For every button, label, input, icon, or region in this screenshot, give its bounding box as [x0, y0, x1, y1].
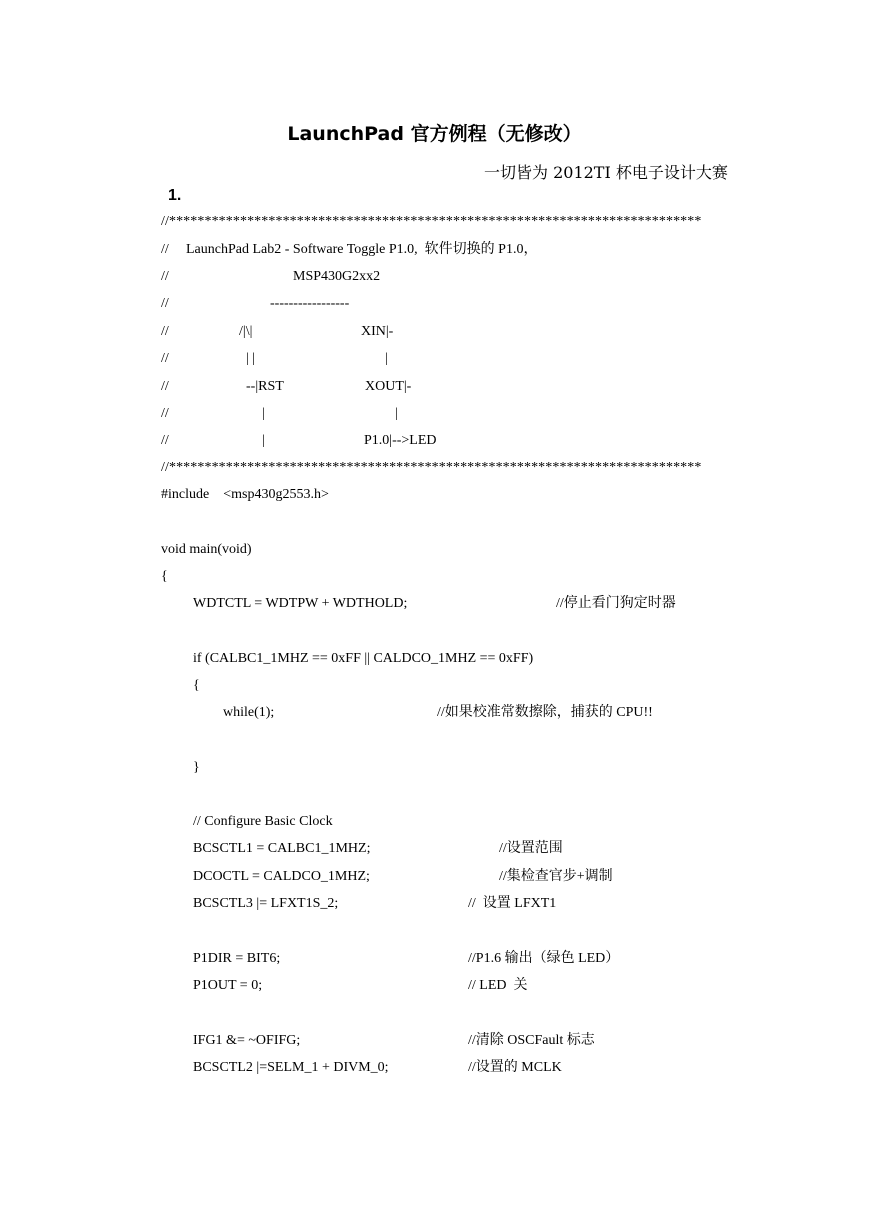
diagram-left: | [262, 406, 265, 421]
comment-slash: // [161, 269, 169, 284]
document-title: LaunchPad 官方例程（无修改） [287, 123, 582, 145]
comment-title-line: LaunchPad Lab2 - Software Toggle P1.0, 软件切换的 P1.0， [186, 242, 538, 257]
bcsctl3-comment: // 设置 LFXT1 [468, 896, 557, 911]
dcoctl-comment: //集检查官步+调制 [499, 869, 613, 884]
comment-slash: // [161, 324, 169, 339]
comment-stars-top: //*************************************************************************** [161, 214, 702, 229]
while-comment: //如果校准常数擦除，捕获的 CPU!! [437, 705, 653, 720]
bcsctl1-code: BCSCTL1 = CALBC1_1MHZ; [193, 841, 371, 856]
document-subtitle: 一切皆为 2012TI 杯电子设计大赛 [484, 163, 728, 182]
ifg1-code: IFG1 &= ~OFIFG; [193, 1033, 301, 1048]
comment-slash: // [161, 433, 169, 448]
comment-stars-bottom: //*************************************************************************** [161, 460, 702, 475]
comment-slash: // [161, 406, 169, 421]
comment-dashes: ----------------- [270, 296, 350, 311]
diagram-right: XOUT|- [365, 379, 412, 394]
diagram-right: | [385, 351, 388, 366]
p1dir-comment: //P1.6 输出（绿色 LED） [468, 951, 620, 966]
comment-slash: // [161, 379, 169, 394]
ifg1-comment: //清除 OSCFault 标志 [468, 1033, 595, 1048]
diagram-right: | [395, 406, 398, 421]
comment-slash: // [161, 242, 169, 257]
diagram-left: /|\| [239, 324, 253, 339]
diagram-left: --|RST [246, 379, 284, 394]
p1dir-code: P1DIR = BIT6; [193, 951, 281, 966]
diagram-right: XIN|- [361, 324, 394, 339]
main-open-brace: { [161, 569, 168, 584]
if-open-brace: { [193, 678, 200, 693]
clock-comment: // Configure Basic Clock [193, 814, 333, 829]
include-line: #include <msp430g2553.h> [161, 487, 329, 502]
dcoctl-code: DCOCTL = CALDCO_1MHZ; [193, 869, 370, 884]
wdt-code: WDTCTL = WDTPW + WDTHOLD; [193, 596, 408, 611]
while-code: while(1); [223, 705, 275, 720]
diagram-left: | | [246, 351, 256, 366]
p1out-code: P1OUT = 0; [193, 978, 263, 993]
comment-slash: // [161, 296, 169, 311]
main-signature: void main(void) [161, 542, 252, 557]
section-number: 1. [168, 187, 182, 204]
wdt-comment: //停止看门狗定时器 [556, 596, 676, 611]
p1out-comment: // LED 关 [468, 978, 528, 993]
comment-slash: // [161, 351, 169, 366]
if-close-brace: } [193, 760, 200, 775]
bcsctl3-code: BCSCTL3 |= LFXT1S_2; [193, 896, 339, 911]
comment-chip-name: MSP430G2xx2 [293, 269, 381, 284]
if-line: if (CALBC1_1MHZ == 0xFF || CALDCO_1MHZ == 0xFF) [193, 651, 534, 666]
diagram-right: P1.0|-->LED [364, 433, 437, 448]
bcsctl1-comment: //设置范围 [499, 841, 563, 856]
bcsctl2-code: BCSCTL2 |=SELM_1 + DIVM_0; [193, 1060, 389, 1075]
bcsctl2-comment: //设置的 MCLK [468, 1060, 562, 1075]
diagram-left: | [262, 433, 265, 448]
